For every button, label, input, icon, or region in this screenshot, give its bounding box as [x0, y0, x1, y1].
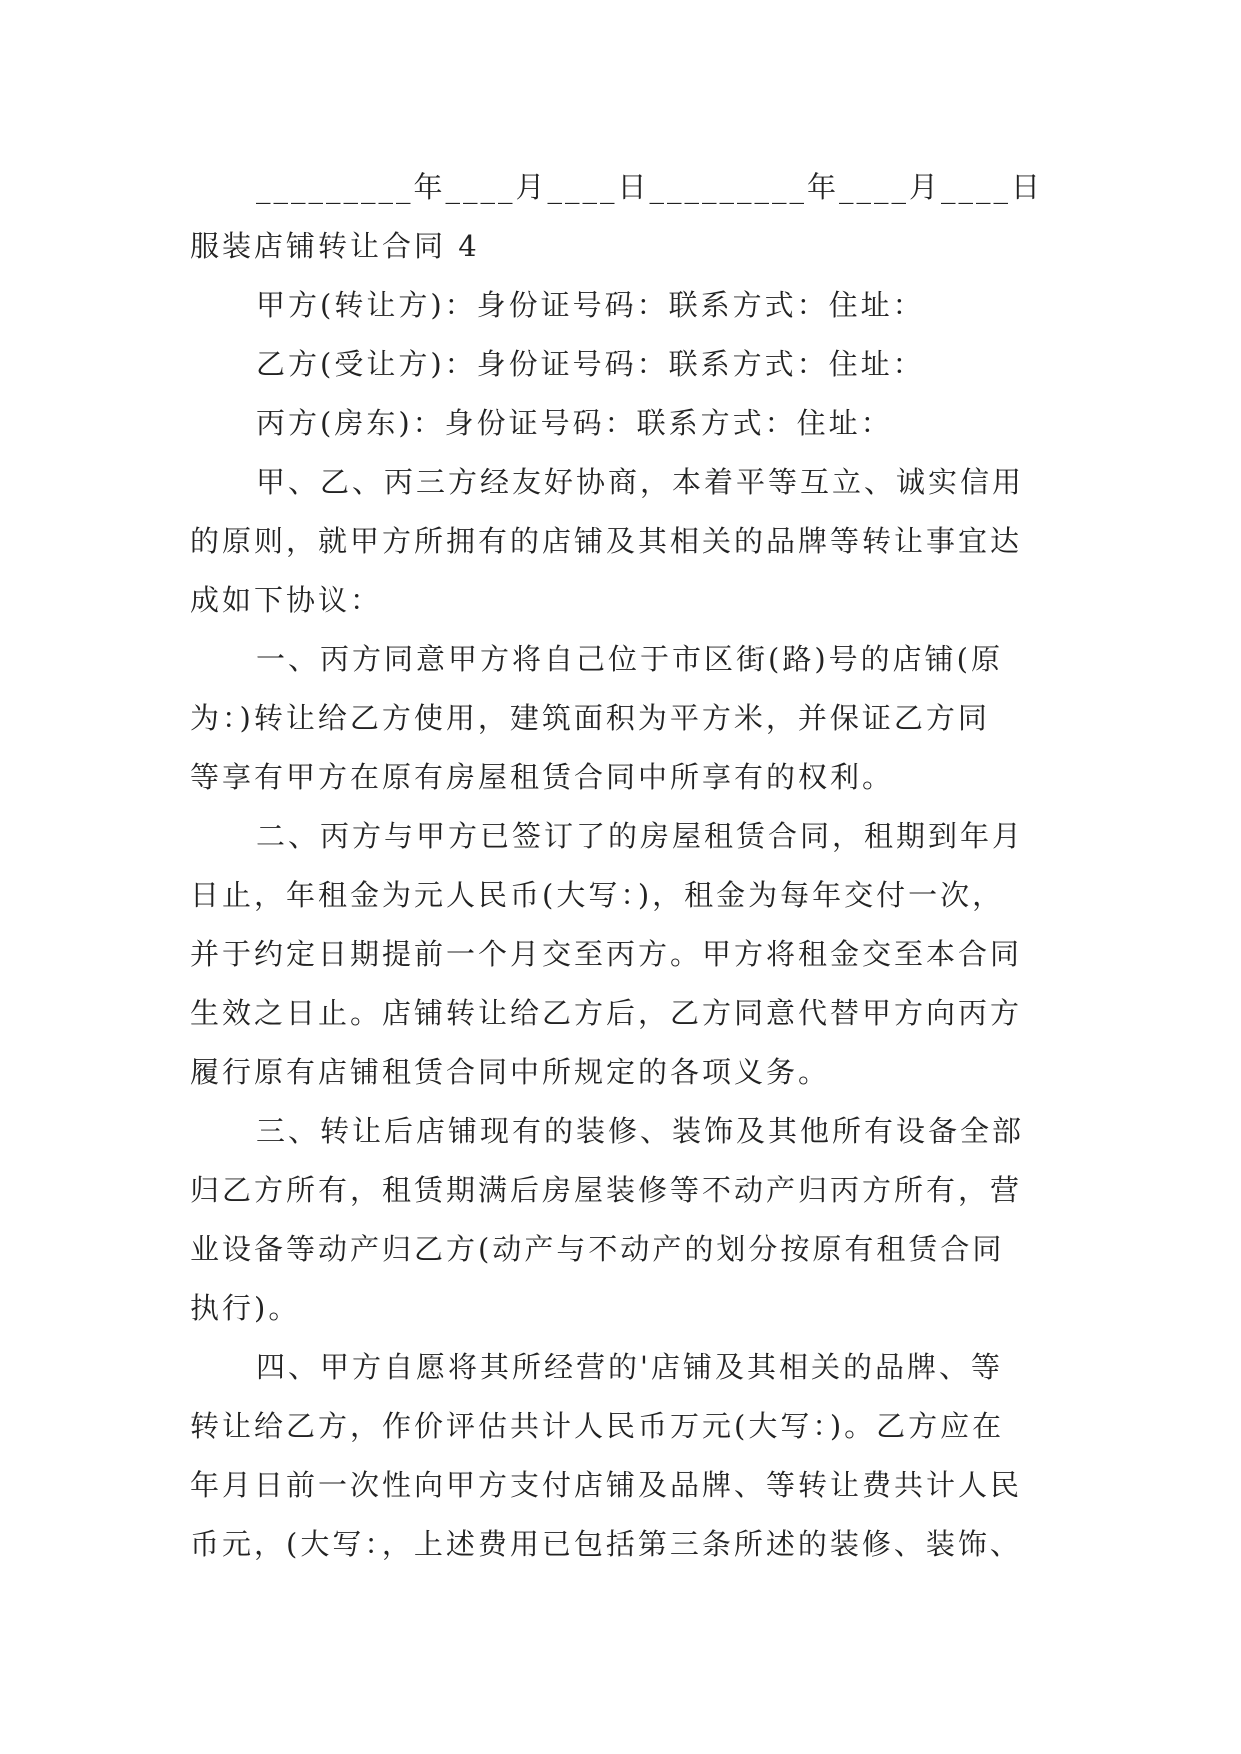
paragraph-line: 币元，(大写：，上述费用已包括第三条所述的装修、装饰、	[190, 1527, 1022, 1561]
paragraph-line: 成如下协议：	[190, 583, 383, 617]
paragraph-line: 归乙方所有，租赁期满后房屋装修等不动产归丙方所有，营	[190, 1173, 1023, 1207]
paragraph-line: 转让给乙方，作价评估共计人民币万元(大写：)。乙方应在	[190, 1409, 1005, 1443]
paragraph-line: 三、转让后店铺现有的装修、装饰及其他所有设备全部	[256, 1114, 1025, 1148]
paragraph-line: 为：)转让给乙方使用，建筑面积为平方米，并保证乙方同	[190, 701, 990, 735]
intro-paragraph	[190, 453, 1048, 630]
party-c-line: 丙方(房东)：身份证号码：联系方式：住址：	[256, 406, 893, 440]
paragraph-line: 生效之日止。店铺转让给乙方后，乙方同意代替甲方向丙方	[190, 996, 1023, 1030]
paragraph-line: 四、甲方自愿将其所经营的'店铺及其相关的品牌、等	[256, 1350, 1003, 1384]
paragraph-line: 甲、乙、丙三方经友好协商，本着平等互立、诚实信用	[256, 465, 1025, 499]
paragraph-line: 年月日前一次性向甲方支付店铺及品牌、等转让费共计人民	[190, 1468, 1023, 1502]
paragraph-line: 的原则，就甲方所拥有的店铺及其相关的品牌等转让事宜达	[190, 524, 1023, 558]
clause-2-paragraph	[190, 807, 1048, 1102]
paragraph-line: 一、丙方同意甲方将自己位于市区街(路)号的店铺(原	[256, 642, 1003, 676]
document-body	[190, 158, 1048, 1574]
paragraph-line: 执行)。	[190, 1291, 301, 1325]
paragraph-line: 并于约定日期提前一个月交至丙方。甲方将租金交至本合同	[190, 937, 1023, 971]
party-a-line: 甲方(转让方)：身份证号码：联系方式：住址：	[256, 288, 925, 322]
paragraph-line: 二、丙方与甲方已签订了的房屋租赁合同，租期到年月	[256, 819, 1025, 853]
party-b-line: 乙方(受让方)：身份证号码：联系方式：住址：	[256, 347, 925, 381]
signature-date-line: _________年____月____日_________年____月____日	[256, 170, 1044, 204]
clause-4-paragraph	[190, 1338, 1048, 1574]
clause-3-paragraph	[190, 1102, 1048, 1338]
clause-1-paragraph	[190, 630, 1048, 807]
paragraph-line: 日止，年租金为元人民币(大写：)，租金为每年交付一次，	[190, 878, 1005, 912]
document-title: 服装店铺转让合同 4	[190, 229, 480, 263]
paragraph-line: 业设备等动产归乙方(动产与不动产的划分按原有租赁合同	[190, 1232, 1005, 1266]
paragraph-line: 履行原有店铺租赁合同中所规定的各项义务。	[190, 1055, 831, 1089]
paragraph-line: 等享有甲方在原有房屋租赁合同中所享有的权利。	[190, 760, 895, 794]
